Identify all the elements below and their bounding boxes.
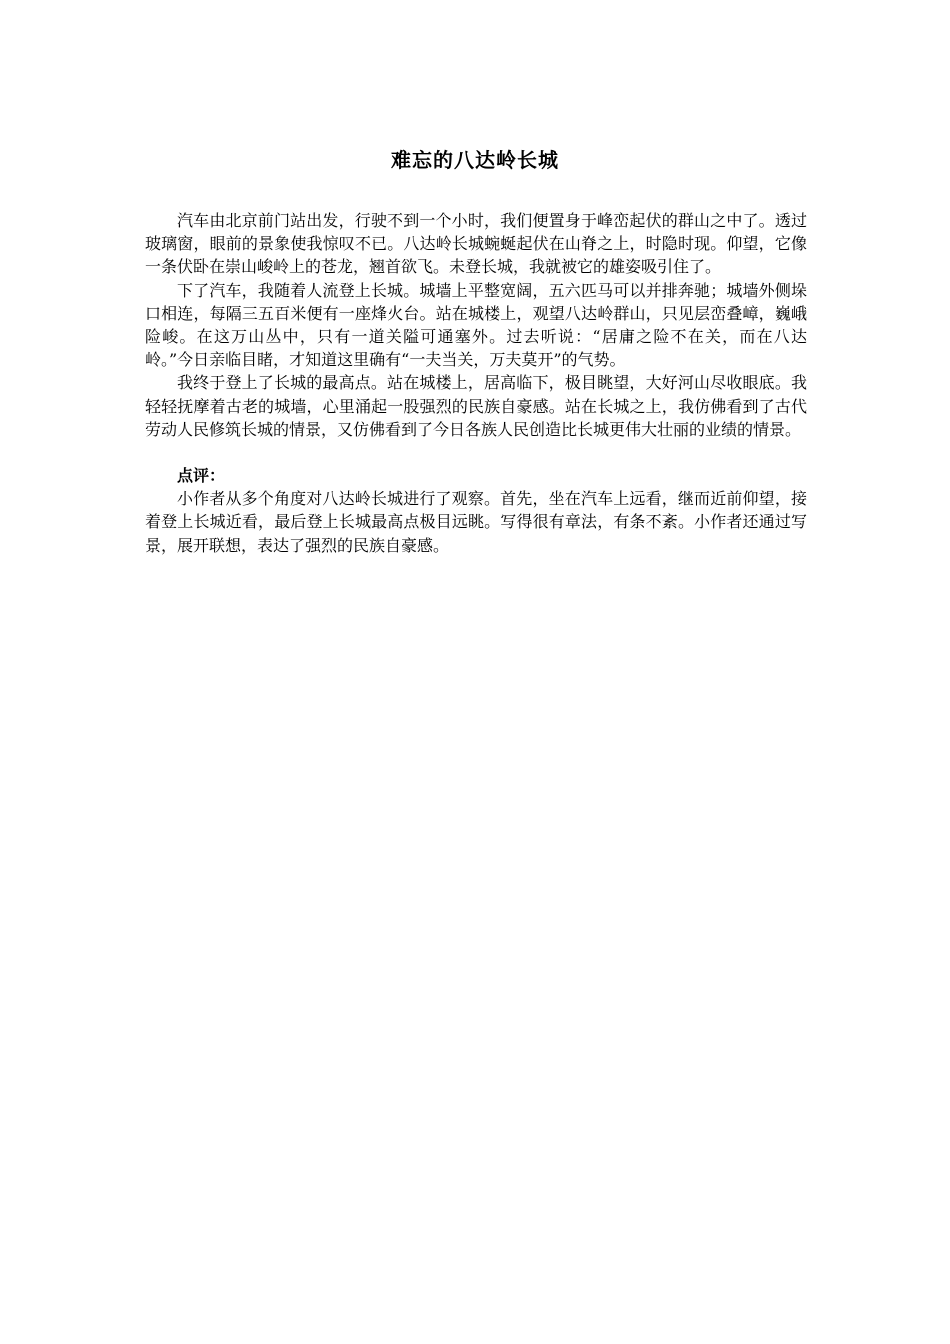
paragraph-2: 下了汽车，我随着人流登上长城。城墙上平整宽阔，五六匹马可以并排奔驰；城墙外侧垛口相连，每隔三五百米便有一座烽火台。站在城楼上，观望八达岭群山，只见层峦叠嶂，巍峨险峻。在这万山丛中，只有一道关隘可通塞外。过去听说：“居庸之险不在关，而在八达岭。”今日亲临目睹，才知道这里确有“一夫当关，万夫莫开”的气势。 [145, 280, 807, 370]
comment-paragraph: 小作者从多个角度对八达岭长城进行了观察。首先，坐在汽车上远看，继而近前仰望，接着登上长城近看，最后登上长城最高点极目远眺。写得很有章法，有条不紊。小作者还通过写景，展开联想，表达了强烈的民族自豪感。 [145, 489, 807, 555]
section-spacer [145, 441, 807, 464]
paragraph-3: 我终于登上了长城的最高点。站在城楼上，居高临下，极目眺望，大好河山尽收眼底。我轻轻抚摩着古老的城墙，心里涌起一股强烈的民族自豪感。站在长城之上，我仿佛看到了古代劳动人民修筑长城的情景，又仿佛看到了今日各族人民创造比长城更伟大壮丽的业绩的情景。 [145, 373, 807, 439]
paragraph-1: 汽车由北京前门站出发，行驶不到一个小时，我们便置身于峰峦起伏的群山之中了。透过玻璃窗，眼前的景象使我惊叹不已。八达岭长城蜿蜒起伏在山脊之上，时隐时现。仰望，它像一条伏卧在崇山峻岭上的苍龙，翘首欲飞。未登长城，我就被它的雄姿吸引住了。 [145, 211, 807, 277]
document-body [145, 209, 807, 557]
comment-heading: 点评： [177, 466, 226, 486]
document-title: 难忘的八达岭长城 [391, 148, 559, 172]
